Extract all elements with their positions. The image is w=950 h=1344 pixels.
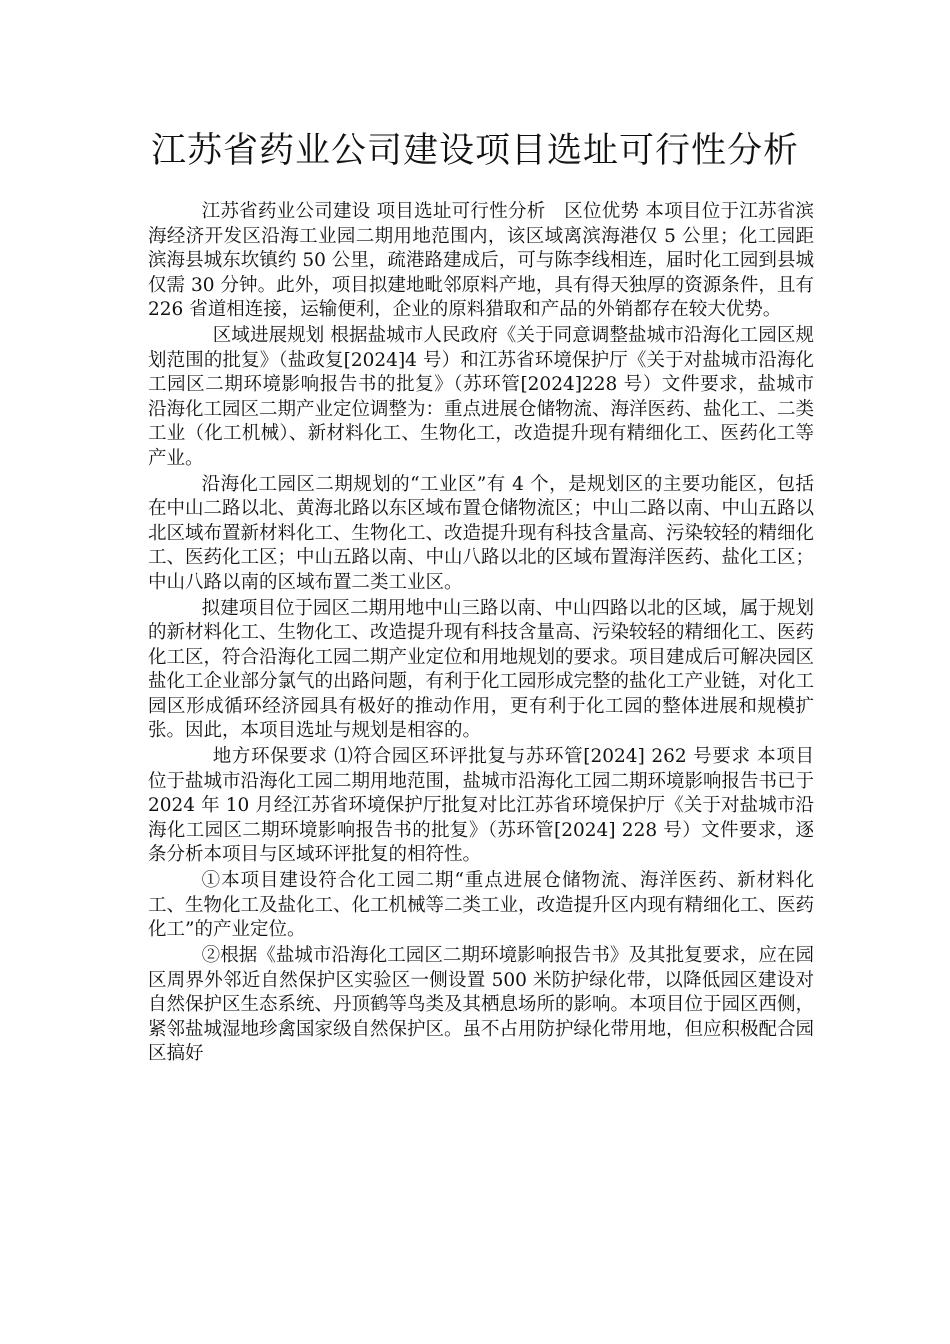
paragraph-project-site: 拟建项目位于园区二期用地中山三路以南、中山四路以北的区域，属于规划的新材料化工、生物化工、改造提升现有科技含量高、污染较轻的精细化工、医药化工区，符合沿海化工园二期产业定位和用地规划的要求。项目建成后可解决园区盐化工企业部分氯气的出路问题，有利于化工园形成完整的盐化工产业链，对化工园区形成循环经济园具有极好的推动作用，更有利于化工园的整体进展和规模扩张。因此，本项目选址与规划是相容的。 xyxy=(148,597,815,741)
paragraph-item-1: ①本项目建设符合化工园二期“重点进展仓储物流、海洋医药、新材料化工、生物化工及盐化工、化工机械等二类工业，改造提升区内现有精细化工、医药化工”的产业定位。 xyxy=(148,870,815,940)
paragraph-environmental-requirements: 地方环保要求 ⑴符合园区环评批复与苏环管[2024] 262 号要求 本项目位于盐城市沿海化工园二期用地范围，盐城市沿海化工园二期环境影响报告书已于 2024 年 10 月经江苏省环境保护厅批复对比江苏省环境保护厅《关于对盐城市沿海化工园区二期环境影响报告书的批复》（苏环管[2024] 228 号）文件要求，逐条分析本项目与区域环评批复的相符性。 xyxy=(148,746,815,865)
document-body xyxy=(148,200,814,1068)
paragraph-item-2: ②根据《盐城市沿海化工园区二期环境影响报告书》及其批复要求，应在园区周界外邻近自然保护区实验区一侧设置 500 米防护绿化带，以降低园区建设对自然保护区生态系统、丹顶鹤等鸟类及其栖息场所的影响。本项目位于园区西侧，紧邻盐城湿地珍禽国家级自然保护区。虽不占用防护绿化带用地，但应积极配合园区搞好 xyxy=(148,945,815,1064)
paragraph-regional-planning: 区域进展规划 根据盐城市人民政府《关于同意调整盐城市沿海化工园区规划范围的批复》（盐政复[2024]4 号）和江苏省环境保护厅《关于对盐城市沿海化工园区二期环境影响报告书的批复》（苏环管[2024]228 号）文件要求，盐城市沿海化工园区二期产业定位调整为：重点进展仓储物流、海洋医药、盐化工、二类工业（化工机械）、新材料化工、生物化工，改造提升现有精细化工、医药化工等产业。 xyxy=(148,325,815,469)
paragraph-location-advantage: 江苏省药业公司建设 项目选址可行性分析 区位优势 本项目位于江苏省滨海经济开发区沿海工业园二期用地范围内，该区域离滨海港仅 5 公里；化工园距滨海县城东坎镇约 50 公里，疏港路建成后，可与陈李线相连，届时化工园到县城仅需 30 分钟。此外，项目拟建地毗邻原料产地，具有得天独厚的资源条件，且有 226 省道相连接，运输便利，企业的原料猎取和产品的外销都存在较大优势。 xyxy=(148,201,814,320)
paragraph-industrial-zones: 沿海化工园区二期规划的“工业区”有 4 个，是规划区的主要功能区，包括在中山二路以北、黄海北路以东区域布置仓储物流区；中山二路以南、中山五路以北区域布置新材料化工、生物化工、改造提升现有科技含量高、污染较轻的精细化工、医药化工区；中山五路以南、中山八路以北的区域布置海洋医药、盐化工区；中山八路以南的区域布置二类工业区。 xyxy=(148,473,815,593)
document-title: 江苏省药业公司建设项目选址可行性分析 xyxy=(150,131,799,171)
